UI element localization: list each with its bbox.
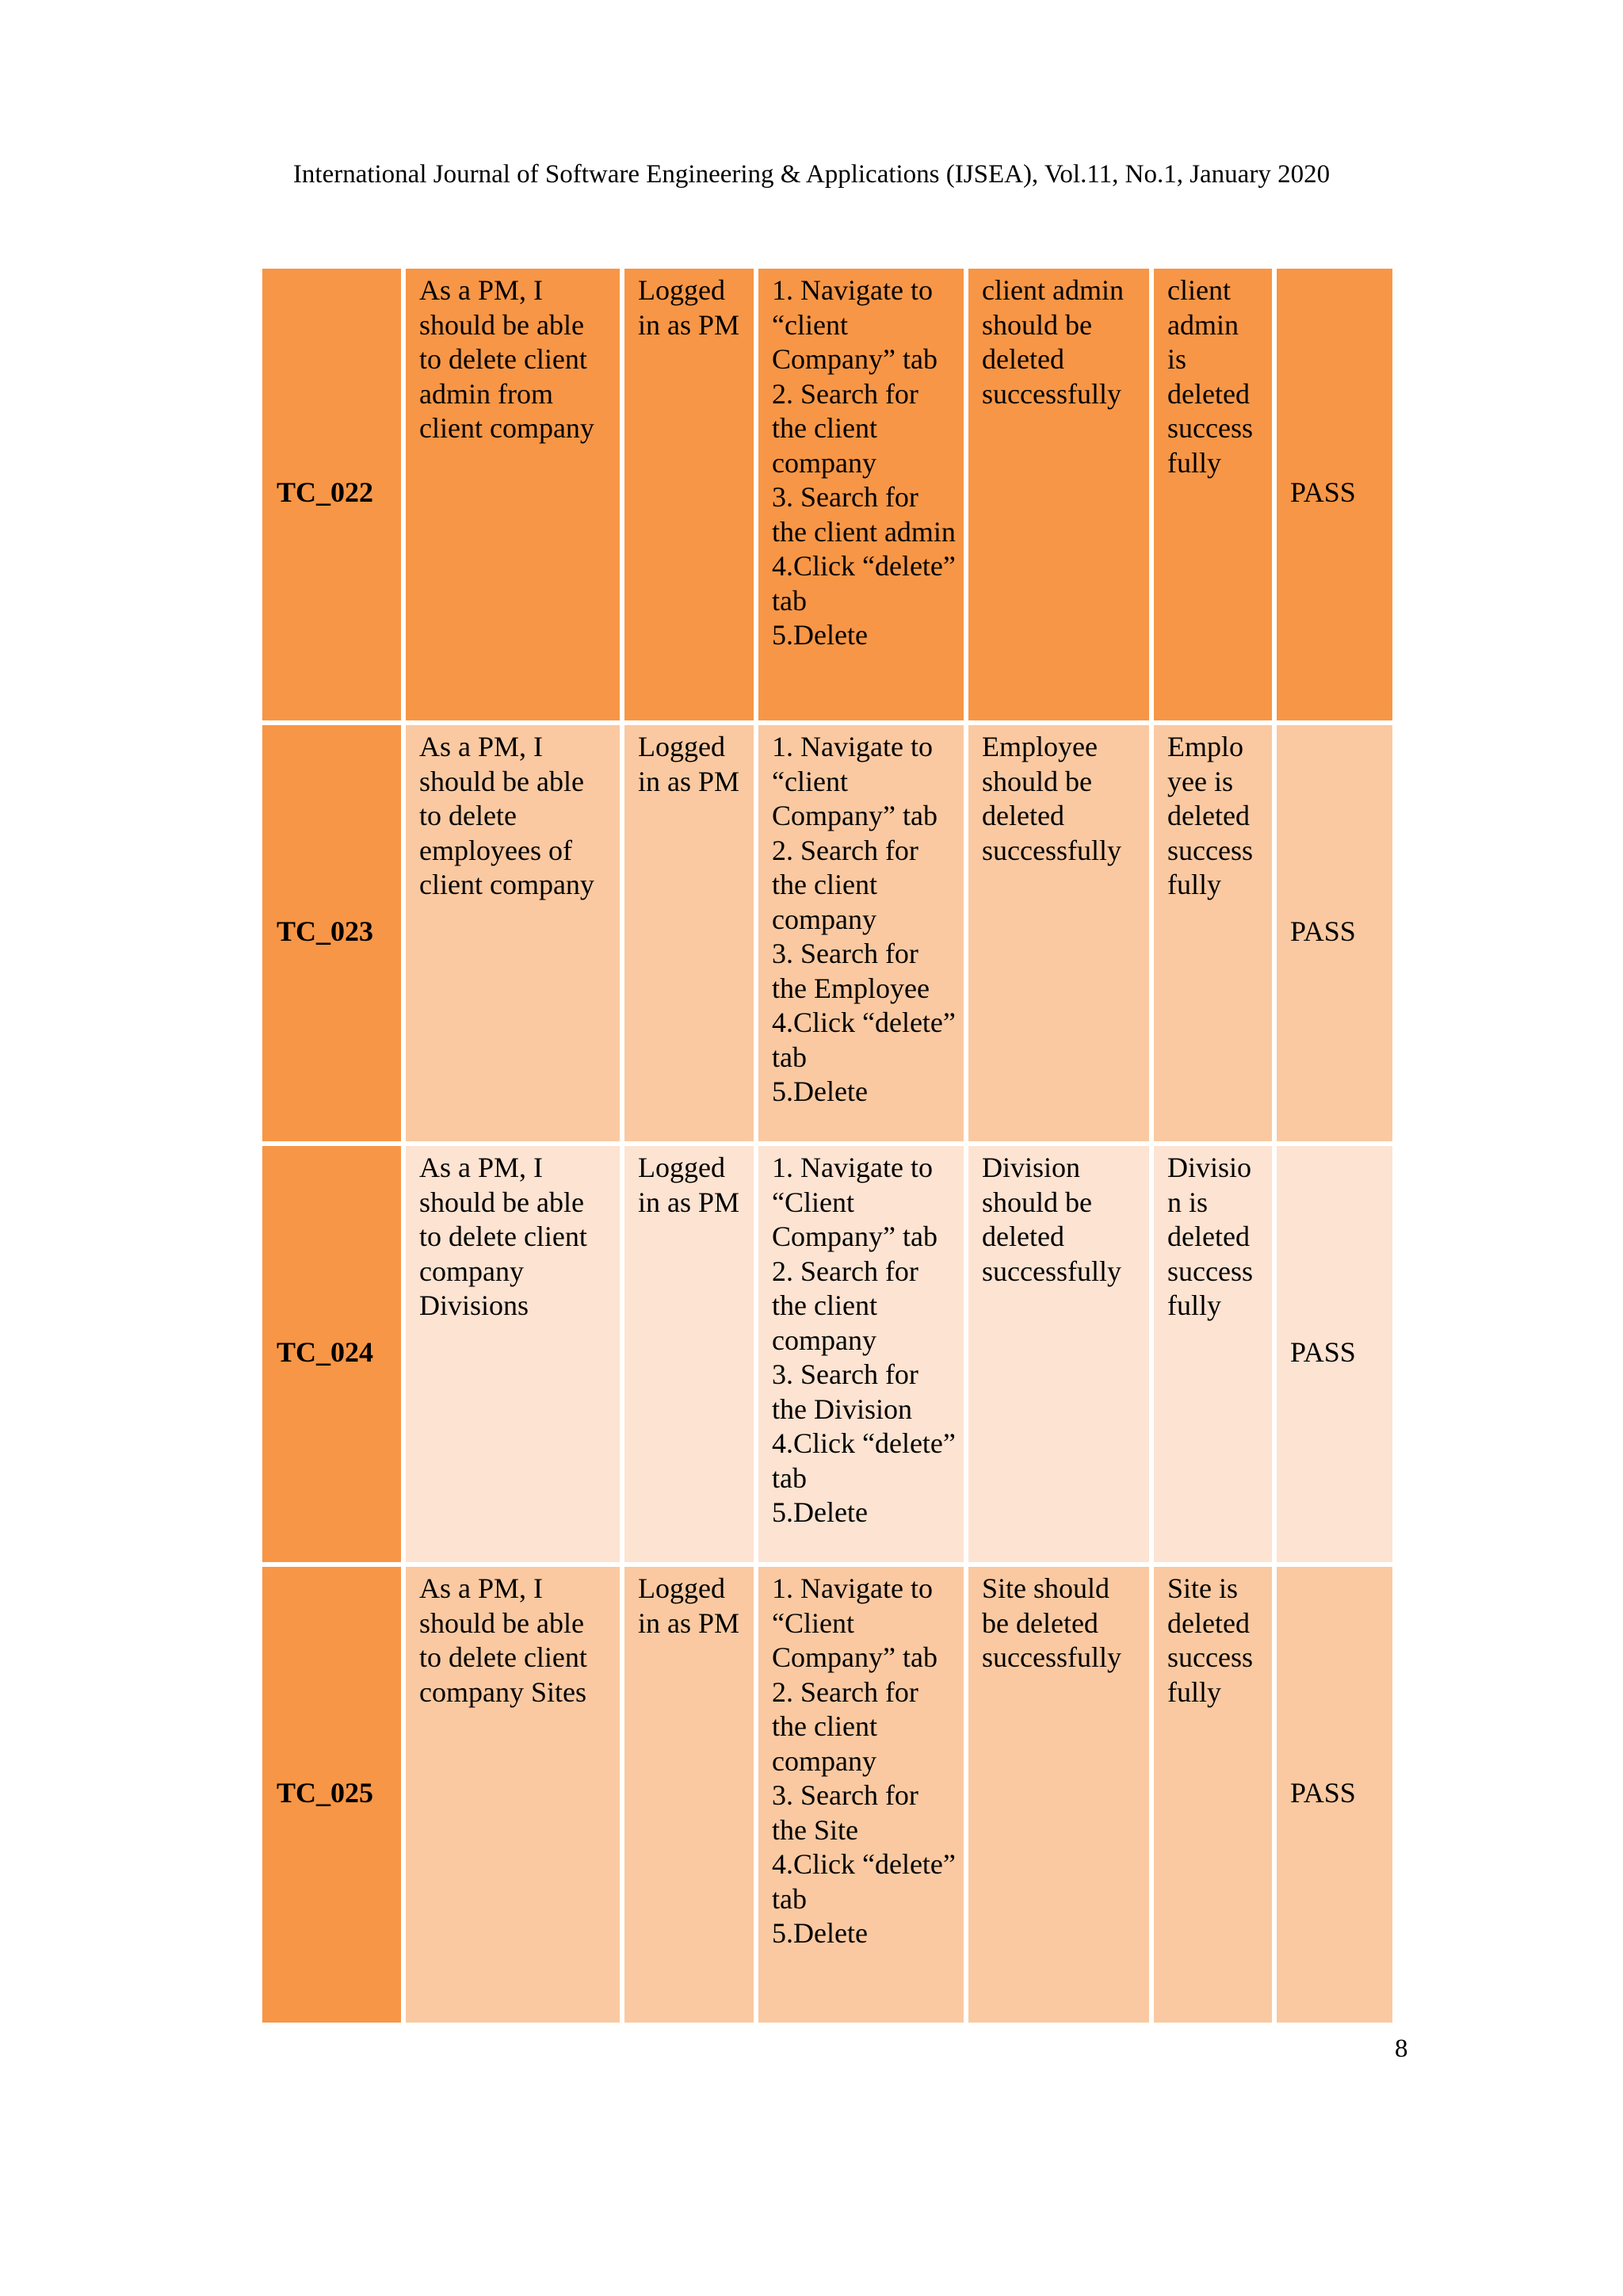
test-case-precondition: Logged in as PM <box>624 1146 754 1562</box>
test-case-id: TC_024 <box>262 1146 401 1562</box>
test-case-table <box>258 264 1397 2027</box>
test-case-status: PASS <box>1277 1146 1392 1562</box>
test-case-steps: 1. Navigate to “client Company” tab 2. Search for the client company 3. Search for the client admin 4.Click “delete” tab 5.Delete <box>758 269 964 720</box>
test-case-actual-result: Emplo yee is deleted success fully <box>1154 725 1272 1141</box>
test-case-description: As a PM, I should be able to delete client admin from client company <box>406 269 620 720</box>
test-case-id: TC_023 <box>262 725 401 1141</box>
running-header: International Journal of Software Engineering & Applications (IJSEA), Vol.11, No.1, January 2020 <box>292 160 1331 189</box>
test-case-actual-result: Site is deleted success fully <box>1154 1567 1272 2023</box>
test-case-status: PASS <box>1277 269 1392 720</box>
test-case-actual-result: client admin is deleted success fully <box>1154 269 1272 720</box>
test-case-description: As a PM, I should be able to delete employees of client company <box>406 725 620 1141</box>
test-case-status: PASS <box>1277 725 1392 1141</box>
test-case-id: TC_025 <box>262 1567 401 2023</box>
test-case-steps: 1. Navigate to “Client Company” tab 2. Search for the client company 3. Search for the Division 4.Click “delete” tab 5.Delete <box>758 1146 964 1562</box>
test-case-actual-result: Divisio n is deleted success fully <box>1154 1146 1272 1562</box>
table-row <box>262 725 1392 1141</box>
test-case-precondition: Logged in as PM <box>624 725 754 1141</box>
test-case-description: As a PM, I should be able to delete client company Sites <box>406 1567 620 2023</box>
test-case-id: TC_022 <box>262 269 401 720</box>
table-row <box>262 269 1392 720</box>
test-case-status: PASS <box>1277 1567 1392 2023</box>
test-case-expected-result: Employee should be deleted successfully <box>968 725 1149 1141</box>
page-number: 8 <box>1395 2034 1408 2063</box>
table-row <box>262 1146 1392 1562</box>
test-case-expected-result: client admin should be deleted successfully <box>968 269 1149 720</box>
test-case-expected-result: Division should be deleted successfully <box>968 1146 1149 1562</box>
test-case-precondition: Logged in as PM <box>624 1567 754 2023</box>
test-case-steps: 1. Navigate to “client Company” tab 2. Search for the client company 3. Search for the Employee 4.Click “delete” tab 5.Delete <box>758 725 964 1141</box>
table-row <box>262 1567 1392 2023</box>
test-case-precondition: Logged in as PM <box>624 269 754 720</box>
test-case-steps: 1. Navigate to “Client Company” tab 2. Search for the client company 3. Search for the Site 4.Click “delete” tab 5.Delete <box>758 1567 964 2023</box>
test-case-expected-result: Site should be deleted successfully <box>968 1567 1149 2023</box>
test-case-description: As a PM, I should be able to delete client company Divisions <box>406 1146 620 1562</box>
